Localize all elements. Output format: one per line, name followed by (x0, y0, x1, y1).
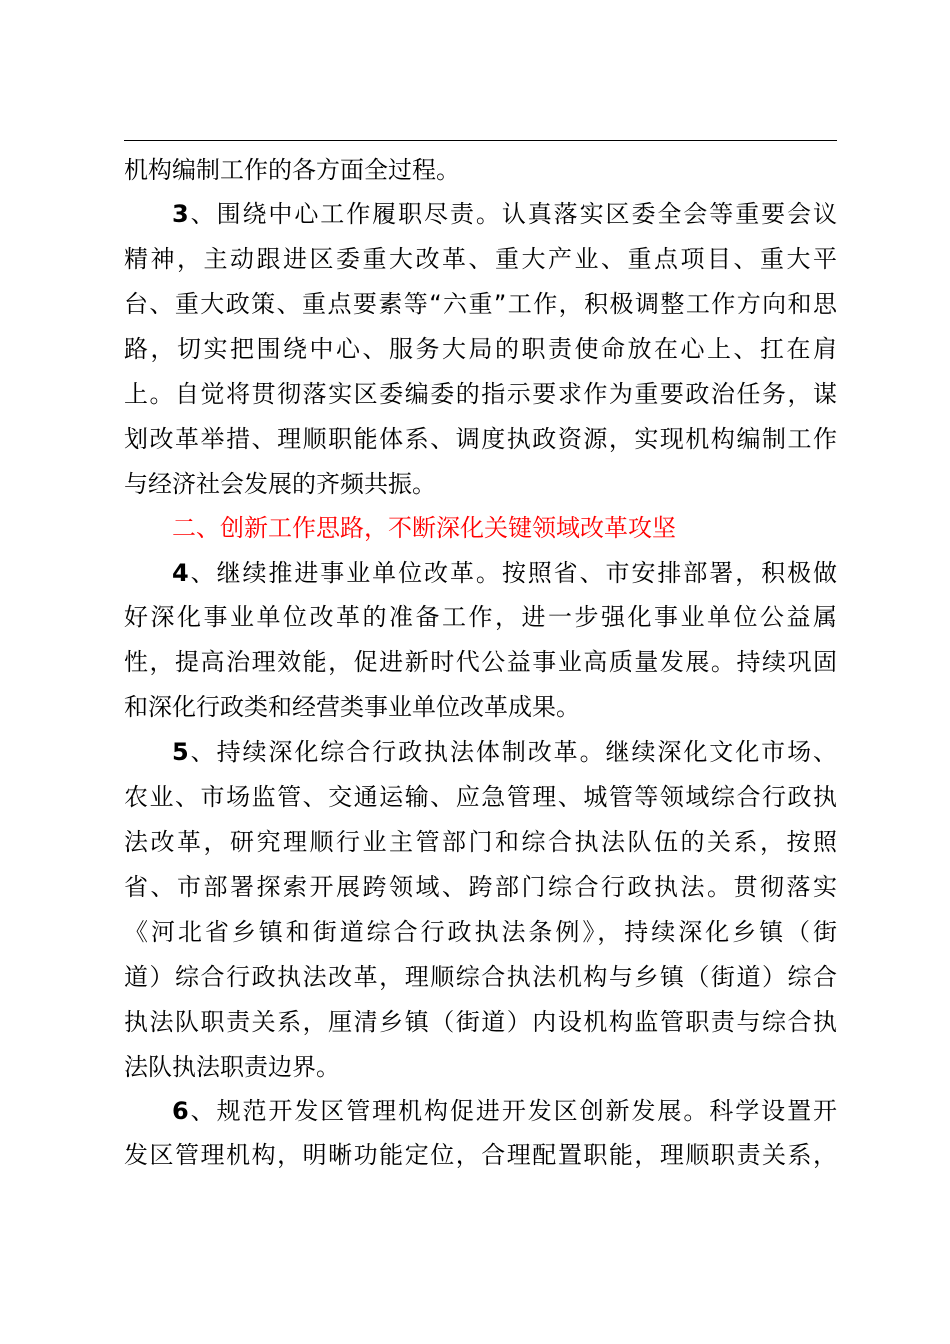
text-line (124, 775, 837, 819)
text-line (124, 910, 837, 954)
line-text: 、规范开发区管理机构促进开发区创新发展。科学设置开 (188, 1097, 837, 1125)
line-text: 机构编制工作的各方面全过程。 (124, 156, 460, 184)
paragraph-first-line (172, 192, 837, 236)
paragraph-first-line (172, 730, 837, 774)
text-line (124, 372, 837, 416)
line-text: 《河北省乡镇和街道综合行政执法条例》，持续深化乡镇（街 (124, 918, 837, 946)
line-text: 性，提高治理效能，促进新时代公益事业高质量发展。持续巩固 (124, 648, 837, 676)
item-number: 4 (172, 559, 189, 587)
line-text: 路，切实把围绕中心、服务大局的职责使命放在心上、扛在肩 (124, 335, 837, 363)
text-line (124, 282, 837, 326)
text-line (124, 865, 837, 909)
line-text: 划改革举措、理顺职能体系、调度执政资源，实现机构编制工作 (124, 425, 837, 453)
line-text: 上。自觉将贯彻落实区委编委的指示要求作为重要政治任务，谋 (124, 380, 837, 408)
line-text: 农业、市场监管、交通运输、应急管理、城管等领域综合行政执 (124, 783, 837, 811)
line-text: 、围绕中心工作履职尽责。认真落实区委全会等重要会议 (188, 200, 837, 228)
text-line (124, 148, 844, 192)
item-number: 6 (172, 1097, 189, 1125)
line-text: 与经济社会发展的齐频共振。 (124, 470, 436, 498)
line-text: 法队执法职责边界。 (124, 1053, 340, 1081)
line-text: 省、市部署探索开展跨领域、跨部门综合行政执法。贯彻落实 (124, 873, 837, 901)
paragraph-first-line (172, 551, 837, 595)
section-heading (172, 506, 892, 550)
item-number: 5 (172, 738, 189, 766)
text-line (124, 1000, 837, 1044)
text-line (124, 327, 837, 371)
line-text: 法改革，研究理顺行业主管部门和综合执法队伍的关系，按照 (124, 828, 837, 856)
text-line (124, 462, 844, 506)
item-number: 3 (172, 200, 189, 228)
paragraph-first-line (172, 1089, 837, 1133)
text-line (124, 640, 837, 684)
line-text: 发区管理机构，明晰功能定位，合理配置职能，理顺职责关系， (124, 1141, 837, 1169)
line-text: 精神，主动跟进区委重大改革、重大产业、重点项目、重大平 (124, 245, 837, 273)
text-line (124, 1045, 844, 1089)
line-text: 道）综合行政执法改革，理顺综合执法机构与乡镇（街道）综合 (124, 963, 837, 991)
line-text: 台、重大政策、重点要素等“六重”工作，积极调整工作方向和思 (124, 290, 837, 318)
text-line (124, 955, 837, 999)
heading-text: 二、创新工作思路，不断深化关键领域改革攻坚 (172, 514, 676, 542)
line-text: 执法队职责关系，厘清乡镇（街道）内设机构监管职责与综合执 (124, 1008, 837, 1036)
text-line (124, 685, 844, 729)
header-rule (124, 140, 837, 141)
text-line (124, 595, 837, 639)
line-text: 和深化行政类和经营类事业单位改革成果。 (124, 693, 580, 721)
text-line (124, 237, 837, 281)
line-text: 、持续深化综合行政执法体制改革。继续深化文化市场、 (188, 738, 837, 766)
text-line (124, 820, 837, 864)
text-line (124, 1133, 837, 1177)
text-line (124, 417, 837, 461)
line-text: 好深化事业单位改革的准备工作，进一步强化事业单位公益属 (124, 603, 837, 631)
line-text: 、继续推进事业单位改革。按照省、市安排部署，积极做 (188, 559, 837, 587)
